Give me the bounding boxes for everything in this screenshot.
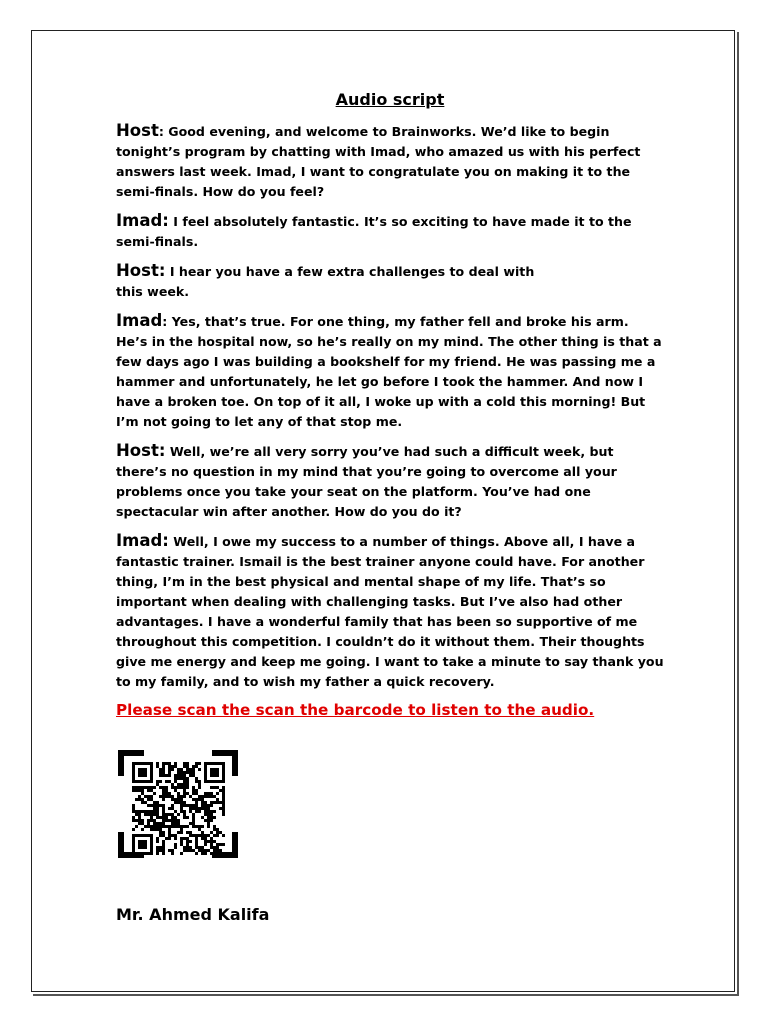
dialogue-turn bbox=[116, 441, 664, 522]
dialogue-turn bbox=[116, 261, 536, 302]
document-title: Audio script bbox=[335, 90, 445, 109]
dialogue-turn bbox=[116, 311, 664, 432]
dialogue-turn bbox=[116, 211, 664, 252]
speaker-name: Host bbox=[116, 121, 159, 140]
dialogue-text: I feel absolutely fantastic. It’s so exciting to have made it to the semi-finals. bbox=[116, 214, 632, 249]
qr-code-graphic bbox=[118, 750, 238, 858]
speaker-separator: : bbox=[158, 124, 169, 139]
speaker-name: Host: bbox=[116, 261, 166, 280]
speaker-name: Host: bbox=[116, 441, 166, 460]
script-body bbox=[116, 90, 664, 719]
dialogue-text: Good evening, and welcome to Brainworks. We’d like to begin tonight’s program by chatting with Imad, who amazed us with his perfect answers last week. Imad, I want to congratulate you on making it to the semi-finals. How do you feel? bbox=[116, 124, 641, 199]
author-name: Mr. Ahmed Kalifa bbox=[116, 905, 270, 924]
dialogue-text: I hear you have a few extra challenges to deal with this week. bbox=[116, 264, 535, 299]
dialogue-text: Yes, that’s true. For one thing, my father fell and broke his arm. He’s in the hospital now, so he’s really on my mind. The other thing is that a few days ago I was building a bookshelf for my friend. He was passing me a hammer and unfortunately, he let go before I took the hammer. And now I have a broken toe. On top of it all, I woke up with a cold this morning! But I’m not going to let any of that stop me. bbox=[116, 314, 662, 429]
speaker-name: Imad bbox=[116, 311, 163, 330]
speaker-separator: : bbox=[162, 314, 172, 329]
dialogue-turn bbox=[116, 121, 664, 202]
speaker-name: Imad: bbox=[116, 531, 169, 550]
qr-code-icon[interactable] bbox=[118, 750, 238, 858]
speaker-name: Imad: bbox=[116, 211, 169, 230]
dialogue-text: Well, I owe my success to a number of things. Above all, I have a fantastic trainer. Ismail is the best trainer anyone could have. For another thing, I’m in the best physical and mental shape of my life. That’s so important when dealing with challenging tasks. But I’ve also had other advantages. I have a wonderful family that has been so supportive of me throughout this competition. I couldn’t do it without them. Their thoughts give me energy and keep me going. I want to take a minute to say thank you to my family, and to wish my father a quick recovery. bbox=[116, 534, 664, 689]
qr-modules bbox=[132, 762, 225, 855]
audio-notice-link[interactable]: Please scan the scan the barcode to listen to the audio. bbox=[116, 701, 595, 719]
dialogue-turn bbox=[116, 531, 664, 692]
dialogue-text: Well, we’re all very sorry you’ve had such a difficult week, but there’s no question in my mind that you’re going to overcome all your problems once you take your seat on the platform. You’ve had one spectacular win after another. How do you do it? bbox=[116, 444, 617, 519]
